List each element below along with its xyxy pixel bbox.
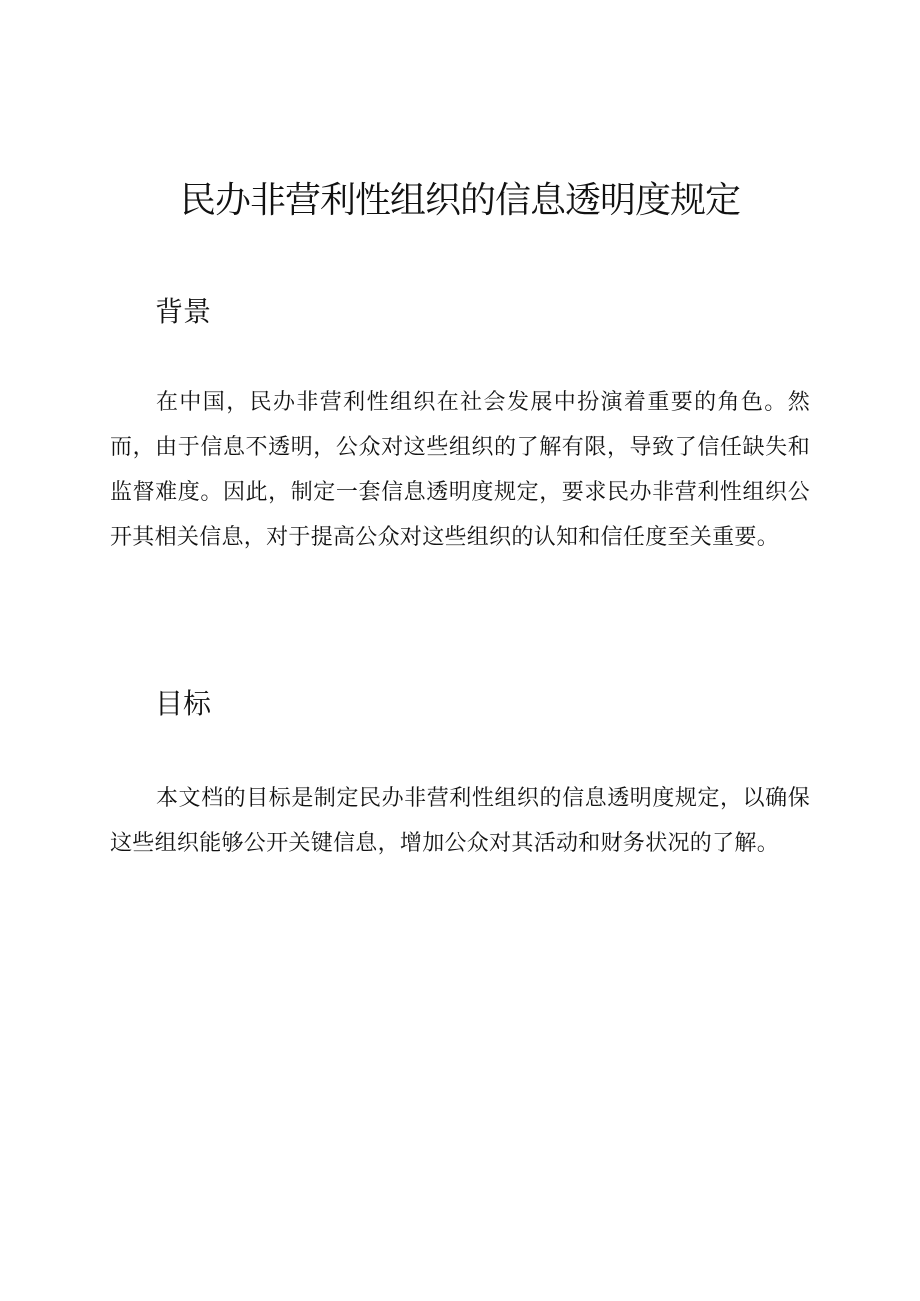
section-paragraph-goal: 本文档的目标是制定民办非营利性组织的信息透明度规定，以确保这些组织能够公开关键信息，增加公众对其活动和财务状况的了解。: [110, 786, 810, 856]
document-title: 民办非营利性组织的信息透明度规定: [179, 180, 740, 221]
section-paragraph-background: 在中国，民办非营利性组织在社会发展中扮演着重要的角色。然而，由于信息不透明，公众对这些组织的了解有限，导致了信任缺失和监督难度。因此，制定一套信息透明度规定，要求民办非营利性组织公开其相关信息，对于提高公众对这些组织的认知和信任度至关重要。: [110, 390, 810, 550]
section-heading-goal: 目标: [155, 687, 212, 720]
section-heading-background: 背景: [155, 295, 212, 328]
